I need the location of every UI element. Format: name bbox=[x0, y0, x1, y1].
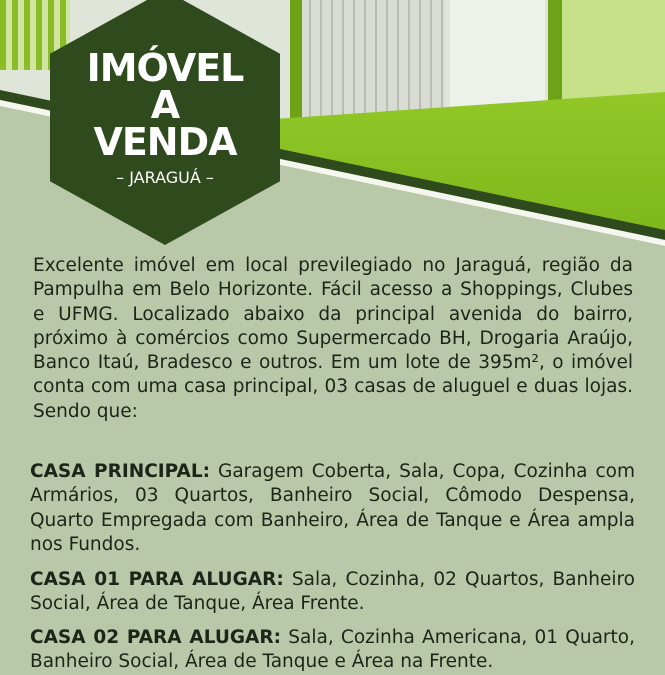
intro-paragraph: Excelente imóvel em local previlegiado no Jaraguá, região da Pampulha em Belo Horizonte. Fácil acesso a Shoppings, Clubes e UFMG. Localizado abaixo da principal avenida do bairro, próximo à comércios como Supermercado BH, Drogaria Araújo, Banco Itaú, Bradesco e outros. Em um lote de 395m², o imóvel conta com uma casa principal, 03 casas de aluguel e duas lojas. Sendo que: bbox=[33, 255, 633, 422]
page-title bbox=[50, 46, 280, 164]
location-subtitle: – JARAGUÁ – bbox=[116, 168, 214, 187]
section-text: Garagem Coberta, Sala, Copa, Cozinha com Armários, 03 Quartos, Banheiro Social, Cômodo Despensa, Quarto Empregada com Banheiro, Área de Tanque e Área ampla nos Fundos. bbox=[30, 461, 635, 555]
section-casa-02 bbox=[30, 626, 635, 675]
photo-door-glass bbox=[450, 0, 545, 110]
section-text: Sala, Cozinha Americana, 01 Quarto, Banheiro Social, Área de Tanque e Área na Frente. bbox=[30, 627, 635, 673]
section-text: Sala, Cozinha, 02 Quartos, Banheiro Social, Área de Tanque, Área Frente. bbox=[30, 569, 635, 615]
title-line-1: IMÓVEL bbox=[86, 46, 244, 90]
section-casa-principal bbox=[30, 460, 635, 557]
title-line-2: A bbox=[150, 83, 180, 127]
section-heading: CASA 01 PARA ALUGAR: bbox=[30, 569, 284, 590]
section-heading: CASA PRINCIPAL: bbox=[30, 461, 211, 482]
section-casa-01 bbox=[30, 568, 635, 617]
section-heading: CASA 02 PARA ALUGAR: bbox=[30, 627, 282, 648]
title-line-3: VENDA bbox=[93, 120, 237, 164]
